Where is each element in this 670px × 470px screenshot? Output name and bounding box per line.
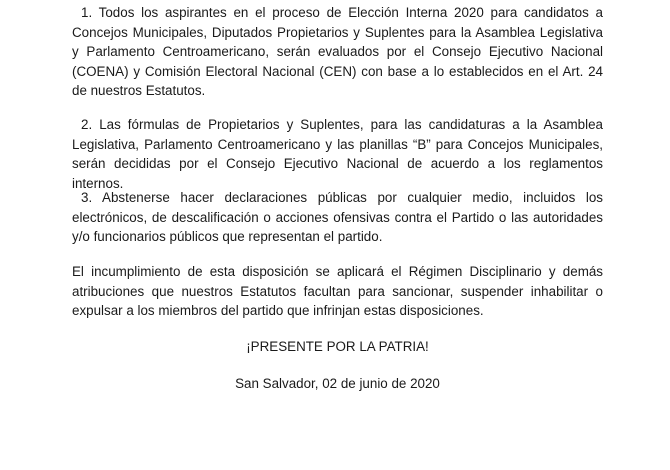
paragraph-sanctions: El incumplimiento de esta disposición se aplicará el Régimen Disciplinario y demás atribuciones que nuestros Estatutos facultan para sancionar, suspender inhabilitar o expulsar a los miembros del partido que infrinjan estas disposiciones. [72,264,603,318]
closing-slogan: ¡PRESENTE POR LA PATRIA! [246,339,429,354]
paragraph-item-3: 3. Abstenerse hacer declaraciones públicas por cualquier medio, incluidos los electrónicos, de descalificación o acciones ofensivas contra el Partido o las autoridades y/o funcionarios públicos que representan el partido. [72,190,603,244]
paragraph-item-1: 1. Todos los aspirantes en el proceso de Elección Interna 2020 para candidatos a Concejos Municipales, Diputados Propietarios y Suplentes para la Asamblea Legislativa y Parlamento Centroamericano, serán evaluados por el Consejo Ejecutivo Nacional (COENA) y Comisión Electoral Nacional (CEN) con base a lo establecidos en el Art. 24 de nuestros Estatutos. [72,5,603,98]
paragraph-item-2: 2. Las fórmulas de Propietarios y Suplentes, para las candidaturas a la Asamblea Legislativa, Parlamento Centroamericano y las planillas “B” para Concejos Municipales, serán decididas por el Consejo Ejecutivo Nacional de acuerdo a los reglamentos internos. [72,117,603,191]
place-date-line: San Salvador, 02 de junio de 2020 [235,376,440,391]
